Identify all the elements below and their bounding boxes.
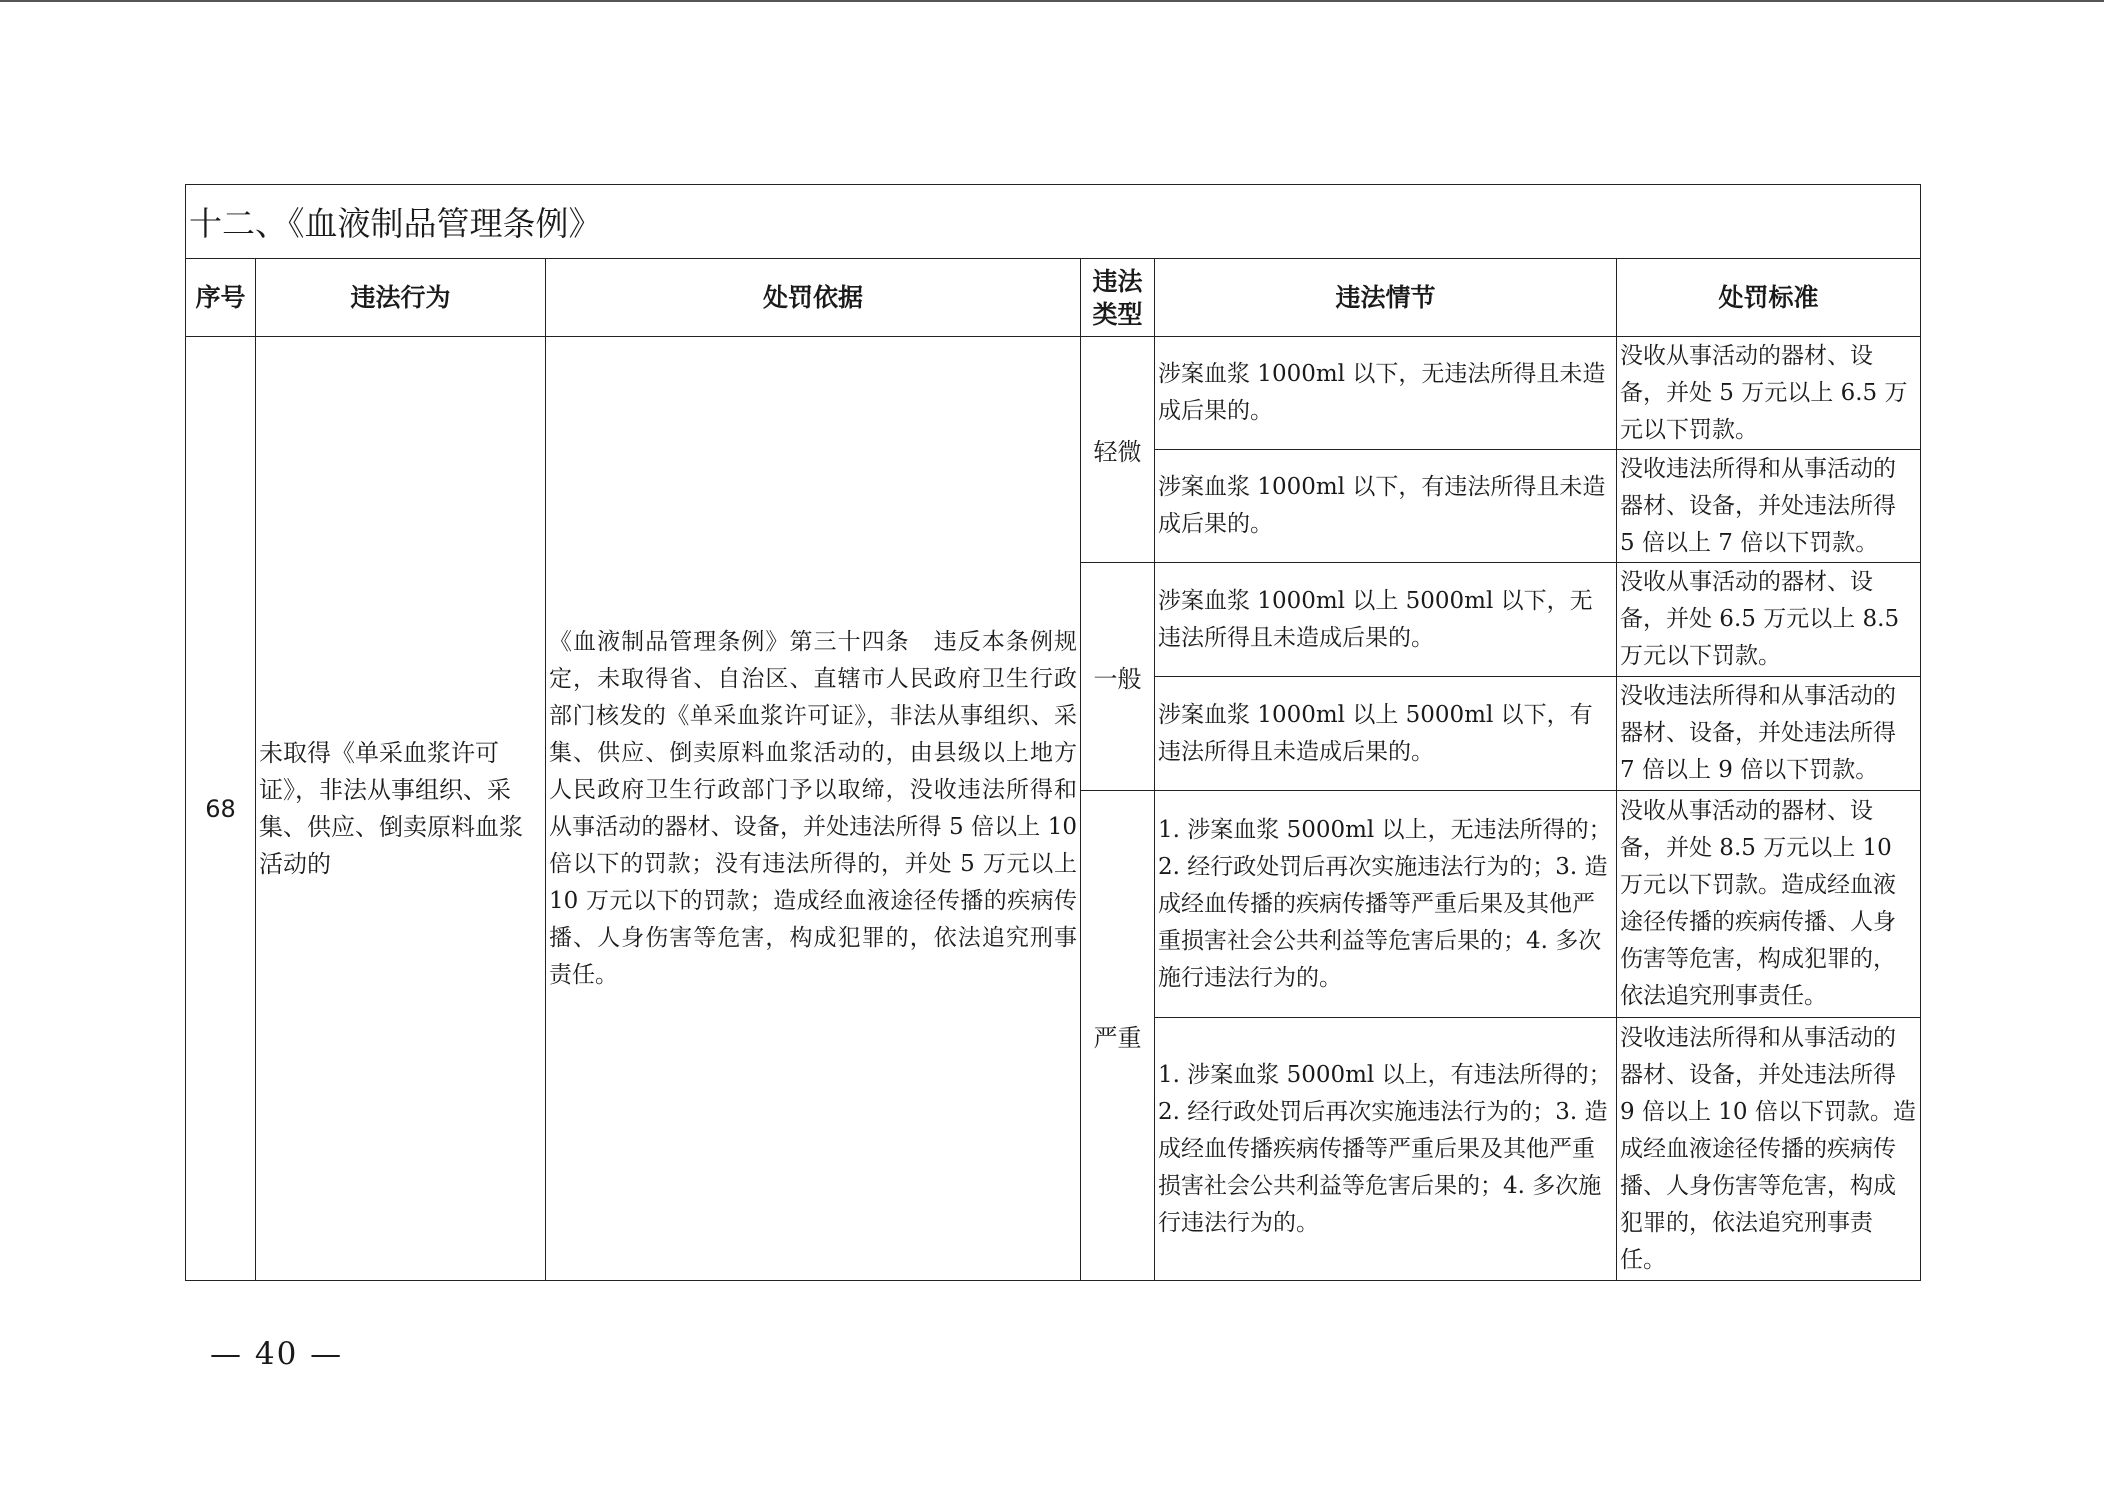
circumstance-cell: 涉案血浆 1000ml 以下，有违法所得且未造成后果的。 bbox=[1155, 450, 1617, 563]
penalty-standard-table bbox=[185, 184, 1921, 1281]
section-title: 十二、《血液制品管理条例》 bbox=[186, 185, 1921, 259]
header-type: 违法类型 bbox=[1081, 259, 1155, 337]
header-basis: 处罚依据 bbox=[546, 259, 1081, 337]
standard-cell: 没收违法所得和从事活动的器材、设备，并处违法所得 5 倍以上 7 倍以下罚款。 bbox=[1617, 450, 1921, 563]
standard-cell: 没收从事活动的器材、设备，并处 6.5 万元以上 8.5 万元以下罚款。 bbox=[1617, 563, 1921, 677]
page-number: — 40 — bbox=[210, 1336, 344, 1372]
circumstance-cell: 涉案血浆 1000ml 以上 5000ml 以下，有违法所得且未造成后果的。 bbox=[1155, 677, 1617, 791]
circumstance-cell: 涉案血浆 1000ml 以下，无违法所得且未造成后果的。 bbox=[1155, 337, 1617, 450]
type-general: 一般 bbox=[1081, 563, 1155, 791]
standard-cell: 没收从事活动的器材、设备，并处 5 万元以上 6.5 万元以下罚款。 bbox=[1617, 337, 1921, 450]
standard-cell: 没收违法所得和从事活动的器材、设备，并处违法所得 7 倍以上 9 倍以下罚款。 bbox=[1617, 677, 1921, 791]
type-severe: 严重 bbox=[1081, 791, 1155, 1281]
standard-cell: 没收从事活动的器材、设备，并处 8.5 万元以上 10 万元以下罚款。造成经血液途径传播的疾病传播、人身伤害等危害，构成犯罪的，依法追究刑事责任。 bbox=[1617, 791, 1921, 1018]
header-seq: 序号 bbox=[186, 259, 256, 337]
circumstance-cell: 1. 涉案血浆 5000ml 以上，无违法所得的；2. 经行政处罚后再次实施违法行为的；3. 造成经血传播的疾病传播等严重后果及其他严重损害社会公共利益等危害后果的；4. 多次施行违法行为的。 bbox=[1155, 791, 1617, 1018]
type-mild: 轻微 bbox=[1081, 337, 1155, 563]
header-circumstance: 违法情节 bbox=[1155, 259, 1617, 337]
violation-behavior: 未取得《单采血浆许可证》，非法从事组织、采集、供应、倒卖原料血浆活动的 bbox=[256, 337, 546, 1281]
penalty-basis: 《血液制品管理条例》第三十四条 违反本条例规定，未取得省、自治区、直辖市人民政府卫生行政部门核发的《单采血浆许可证》，非法从事组织、采集、供应、倒卖原料血浆活动的，由县级以上地方人民政府卫生行政部门予以取缔，没收违法所得和从事活动的器材、设备，并处违法所得 5 倍以上 10 倍以下的罚款；没有违法所得的，并处 5 万元以上 10 万元以下的罚款；造成经血液途径传播的疾病传播、人身伤害等危害，构成犯罪的，依法追究刑事责任。 bbox=[546, 337, 1081, 1281]
entry-number: 68 bbox=[186, 337, 256, 1281]
table-row bbox=[186, 337, 1921, 450]
circumstance-cell: 1. 涉案血浆 5000ml 以上，有违法所得的；2. 经行政处罚后再次实施违法行为的；3. 造成经血传播疾病传播等严重后果及其他严重损害社会公共利益等危害后果的；4. 多次施行违法行为的。 bbox=[1155, 1018, 1617, 1281]
table-header-row bbox=[186, 259, 1921, 337]
header-standard: 处罚标准 bbox=[1617, 259, 1921, 337]
circumstance-cell: 涉案血浆 1000ml 以上 5000ml 以下，无违法所得且未造成后果的。 bbox=[1155, 563, 1617, 677]
top-border-line bbox=[0, 0, 2104, 2]
standard-cell: 没收违法所得和从事活动的器材、设备，并处违法所得 9 倍以上 10 倍以下罚款。造成经血液途径传播的疾病传播、人身伤害等危害，构成犯罪的，依法追究刑事责任。 bbox=[1617, 1018, 1921, 1281]
header-behavior: 违法行为 bbox=[256, 259, 546, 337]
